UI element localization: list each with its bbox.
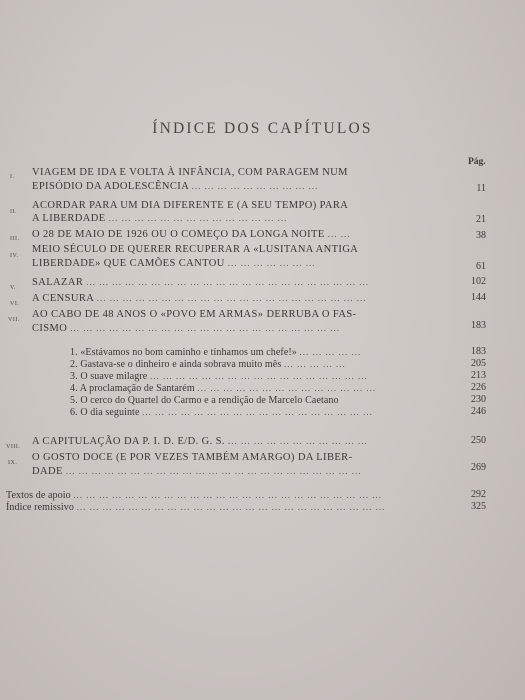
- chapter-4-number: IV.: [10, 253, 19, 259]
- chapter-9-title-line-2: DADE ... ... ... ... ... ... ... ... ... ... ... ... ... ... ... ... ... ... ... ... ... ... ...: [32, 466, 362, 477]
- chapter-6-title: A CENSURA ... ... ... ... ... ... ... ... ... ... ... ... ... ... ... ... ... ... ... ... ...: [32, 293, 367, 304]
- chapter-5-number: V.: [10, 285, 17, 291]
- chapter-6-number: VI.: [10, 301, 20, 307]
- subsection-2-page: 205: [471, 358, 486, 369]
- chapter-7-title-line-2: CISMO ... ... ... ... ... ... ... ... ... ... ... ... ... ... ... ... ... ... ... ... ...: [32, 323, 341, 334]
- appendix-index: Índice remissivo ... ... ... ... ... ... ... ... ... ... ... ... ... ... ... ... ... ... ... ... ... ... ... ...: [6, 502, 386, 513]
- subsection-6: 6. O dia seguinte ... ... ... ... ... ... ... ... ... ... ... ... ... ... ... ... ... ...: [70, 407, 373, 418]
- chapter-6-page: 144: [471, 292, 486, 303]
- chapter-1-number: I.: [10, 174, 15, 180]
- chapter-2-number: II.: [10, 209, 17, 215]
- subsection-4-page: 226: [471, 382, 486, 393]
- subsection-4: 4. A proclamação de Santarém ... ... ... ... ... ... ... ... ... ... ... ... ... ...: [70, 383, 377, 394]
- chapter-7-title-line-1: AO CABO DE 48 ANOS O «POVO EM ARMAS» DERRUBA O FAS-: [32, 309, 357, 320]
- chapter-4-page: 61: [476, 261, 486, 272]
- chapter-4-title-line-2: LIBERDADE» QUE CAMÕES CANTOU ... ... ... ... ... ... ...: [32, 258, 316, 269]
- subsection-1-page: 183: [471, 346, 486, 357]
- chapter-2-title-line-1: ACORDAR PARA UM DIA DIFERENTE E (A SEU TEMPO) PARA: [32, 200, 349, 211]
- appendix-index-page: 325: [471, 501, 486, 512]
- chapter-8-page: 250: [471, 435, 486, 446]
- chapter-9-page: 269: [471, 462, 486, 473]
- chapter-2-page: 21: [476, 214, 486, 225]
- appendix-texts: Textos de apoio ... ... ... ... ... ... ... ... ... ... ... ... ... ... ... ... ... ... ... ... ... ... ... ...: [6, 490, 383, 501]
- chapter-8-number: VIII.: [6, 444, 21, 450]
- chapter-8-title: A CAPITULAÇÃO DA P. I. D. E/D. G. S. ... ... ... ... ... ... ... ... ... ... ...: [32, 436, 368, 447]
- chapter-1-title-line-1: VIAGEM DE IDA E VOLTA À INFÂNCIA, COM PARAGEM NUM: [32, 167, 348, 178]
- subsection-2: 2. Gastava-se o dinheiro e ainda sobrava muito mês ... ... ... ... ...: [70, 359, 346, 370]
- chapter-3-page: 38: [476, 230, 486, 241]
- page-title: ÍNDICE DOS CAPÍTULOS: [152, 120, 373, 137]
- chapter-1-page: 11: [476, 183, 486, 194]
- subsection-1: 1. «Estávamos no bom caminho e tínhamos um chefe!» ... ... ... ... ...: [70, 347, 362, 358]
- chapter-5-title: SALAZAR ... ... ... ... ... ... ... ... ... ... ... ... ... ... ... ... ... ... ... ... ... ...: [32, 277, 370, 288]
- chapter-5-page: 102: [471, 276, 486, 287]
- chapter-2-title-line-2: A LIBERDADE ... ... ... ... ... ... ... ... ... ... ... ... ... ...: [32, 213, 288, 224]
- chapter-9-title-line-1: O GOSTO DOCE (E POR VEZES TAMBÉM AMARGO) DA LIBER-: [32, 452, 353, 463]
- chapter-4-title-line-1: MEIO SÉCULO DE QUERER RECUPERAR A «LUSITANA ANTIGA: [32, 244, 359, 255]
- subsection-3: 3. O suave milagre ... ... ... ... ... ... ... ... ... ... ... ... ... ... ... ... ...: [70, 371, 368, 382]
- appendix-texts-page: 292: [471, 489, 486, 500]
- subsection-3-page: 213: [471, 370, 486, 381]
- chapter-3-number: III.: [10, 236, 20, 242]
- chapter-1-title-line-2: EPISÓDIO DA ADOLESCÊNCIA ... ... ... ... ... ... ... ... ... ...: [32, 181, 319, 192]
- subsection-6-page: 246: [471, 406, 486, 417]
- chapter-7-number: VII.: [8, 317, 20, 323]
- page-column-label: Pág.: [468, 157, 486, 167]
- subsection-5-page: 230: [471, 394, 486, 405]
- subsection-5: 5. O cerco do Quartel do Carmo e a rendição de Marcelo Caetano: [70, 395, 339, 406]
- chapter-9-number: IX.: [8, 460, 18, 466]
- chapter-3-title: O 28 DE MAIO DE 1926 OU O COMEÇO DA LONGA NOITE ... ...: [32, 229, 351, 240]
- chapter-7-page: 183: [471, 320, 486, 331]
